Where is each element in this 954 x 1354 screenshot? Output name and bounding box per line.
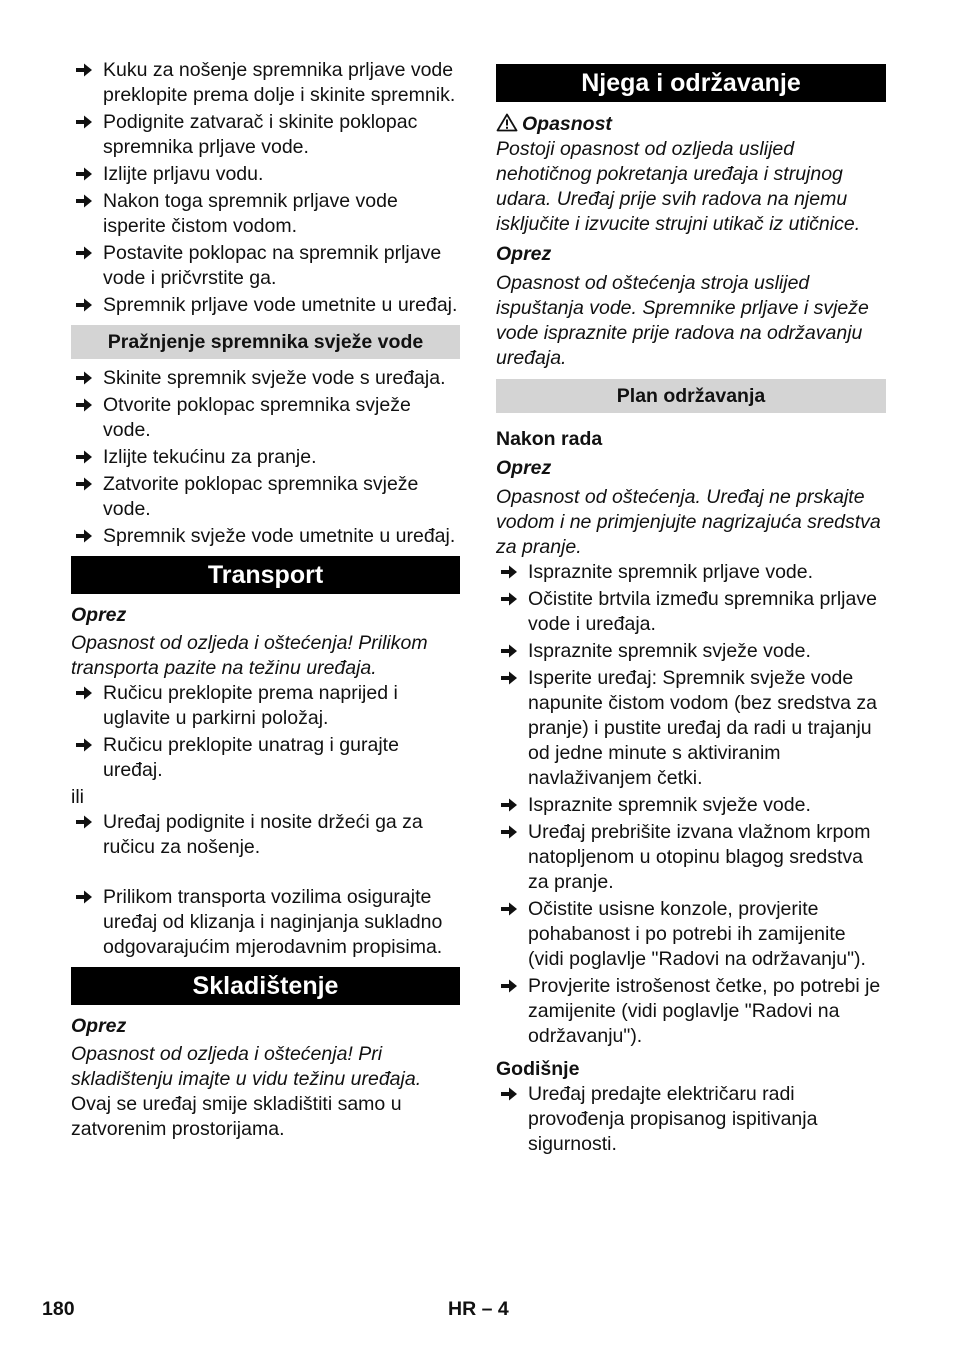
list-item-text: Uređaj prebrišite izvana vlažnom krpom natopljenom u otopinu blagog sredstva za pranje. bbox=[528, 821, 871, 893]
list-item-text: Kuku za nošenje spremnika prljave vode preklopite prema dolje i skinite spremnik. bbox=[103, 59, 456, 106]
list-item-text: Očistite brtvila između spremnika prljave vode i uređaja. bbox=[528, 588, 877, 635]
after-work-caution-text: Opasnost od oštećenja. Uređaj ne prskajte vodom i ne primjenjujte nagrizajuća sredstva za pranje. bbox=[496, 486, 881, 558]
list-item bbox=[496, 820, 886, 895]
caution-text: Opasnost od oštećenja stroja uslijed ispuštanja vode. Spremnike prljave i svježe vode ispraznite prije radova na održavanju uređaja. bbox=[496, 272, 869, 369]
list-item-text: Spremnik svježe vode umetnite u uređaj. bbox=[103, 525, 456, 547]
arrow-right-icon bbox=[75, 113, 93, 131]
list-item bbox=[71, 110, 460, 160]
list-item bbox=[496, 1082, 886, 1157]
language-page-label: HR – 4 bbox=[448, 1298, 509, 1320]
arrow-right-icon bbox=[500, 823, 518, 841]
transport-caution-label: Oprez bbox=[71, 604, 127, 626]
list-item-text: Provjerite istrošenost četke, po potrebi je zamijenite (vidi poglavlje "Radovi na održavanju"). bbox=[528, 975, 881, 1047]
arrow-right-icon bbox=[75, 448, 93, 466]
list-item bbox=[496, 666, 886, 791]
page-number: 180 bbox=[42, 1298, 75, 1320]
arrow-right-icon bbox=[75, 813, 93, 831]
list-item bbox=[71, 472, 460, 522]
yearly-label: Godišnje bbox=[496, 1058, 580, 1080]
arrow-right-icon bbox=[75, 475, 93, 493]
caution-label: Oprez bbox=[496, 243, 552, 265]
storage-caution-label: Oprez bbox=[71, 1015, 127, 1037]
after-work-label: Nakon rada bbox=[496, 428, 603, 450]
storage-text: Ovaj se uređaj smije skladištiti samo u zatvorenim prostorijama. bbox=[71, 1093, 402, 1140]
arrow-right-icon bbox=[500, 977, 518, 995]
transport-caution-text: Opasnost od ozljeda i oštećenja! Prilikom transporta pazite na težinu uređaja. bbox=[71, 632, 428, 679]
maintenance-plan-heading: Plan održavanja bbox=[496, 379, 886, 413]
after-work-caution-label: Oprez bbox=[496, 457, 552, 479]
arrow-right-icon bbox=[500, 796, 518, 814]
list-item-text: Ispraznite spremnik svježe vode. bbox=[528, 640, 811, 662]
arrow-right-icon bbox=[75, 396, 93, 414]
arrow-right-icon bbox=[500, 590, 518, 608]
list-item-text: Uređaj podignite i nosite držeći ga za ručicu za nošenje. bbox=[103, 811, 423, 858]
list-item bbox=[71, 885, 460, 960]
storage-caution-text: Opasnost od ozljeda i oštećenja! Pri skladištenju imajte u vidu težinu uređaja. bbox=[71, 1043, 422, 1090]
list-item-text: Nakon toga spremnik prljave vode isperite čistom vodom. bbox=[103, 190, 398, 237]
arrow-right-icon bbox=[500, 1085, 518, 1103]
arrow-right-icon bbox=[75, 736, 93, 754]
arrow-right-icon bbox=[75, 369, 93, 387]
list-item-text: Prilikom transporta vozilima osigurajte uređaj od klizanja i naginjanja sukladno odgovarajućim mjerodavnim propisima. bbox=[103, 886, 443, 958]
intro-bullet-list bbox=[71, 58, 460, 318]
list-item bbox=[71, 293, 460, 318]
list-item bbox=[496, 897, 886, 972]
list-item bbox=[496, 639, 886, 664]
yearly-bullet-list bbox=[496, 1082, 886, 1157]
arrow-right-icon bbox=[75, 296, 93, 314]
list-item bbox=[496, 793, 886, 818]
list-item-text: Zatvorite poklopac spremnika svježe vode. bbox=[103, 473, 419, 520]
list-item-text: Isperite uređaj: Spremnik svježe vode napunite čistom vodom (bez sredstva za pranje) i pustite uređaj da radi u trajanju od jedne minute s aktiviranim navlaživanjem četki. bbox=[528, 667, 878, 789]
list-item-text: Spremnik prljave vode umetnite u uređaj. bbox=[103, 294, 458, 316]
warning-triangle-icon bbox=[496, 113, 518, 132]
arrow-right-icon bbox=[500, 563, 518, 581]
arrow-right-icon bbox=[75, 244, 93, 262]
transport-bullet-list-a bbox=[71, 681, 460, 783]
arrow-right-icon bbox=[75, 527, 93, 545]
transport-bullet-list-b bbox=[71, 810, 460, 860]
list-item-text: Izlijte prljavu vodu. bbox=[103, 163, 264, 185]
list-item-text: Ručicu preklopite unatrag i gurajte uređaj. bbox=[103, 734, 399, 781]
list-item bbox=[71, 681, 460, 731]
arrow-right-icon bbox=[75, 61, 93, 79]
list-item bbox=[71, 241, 460, 291]
after-work-bullet-list bbox=[496, 560, 886, 1049]
list-item bbox=[496, 587, 886, 637]
list-item bbox=[71, 58, 460, 108]
list-item bbox=[71, 162, 460, 187]
transport-heading: Transport bbox=[71, 556, 460, 594]
list-item bbox=[71, 445, 460, 470]
arrow-right-icon bbox=[500, 669, 518, 687]
list-item-text: Očistite usisne konzole, provjerite pohabanost i po potrebi ih zamijenite (vidi poglavlje "Radovi na održavanju"). bbox=[528, 898, 866, 970]
left-column bbox=[71, 58, 460, 1142]
arrow-right-icon bbox=[75, 165, 93, 183]
list-item-text: Ručicu preklopite prema naprijed i uglavite u parkirni položaj. bbox=[103, 682, 398, 729]
danger-text: Postoji opasnost od ozljeda uslijed nehotičnog pokretanja uređaja i strujnog udara. Uređaj prije svih radova na njemu isključite i izvucite strujni utikač iz utičnice. bbox=[496, 138, 861, 235]
list-item-text: Otvorite poklopac spremnika svježe vode. bbox=[103, 394, 411, 441]
danger-label: Opasnost bbox=[522, 113, 612, 135]
transport-bullet-list-c bbox=[71, 885, 460, 960]
danger-label-row bbox=[496, 112, 886, 137]
care-maintenance-heading: Njega i održavanje bbox=[496, 64, 886, 102]
list-item-text: Ispraznite spremnik prljave vode. bbox=[528, 561, 814, 583]
list-item-text: Skinite spremnik svježe vode s uređaja. bbox=[103, 367, 446, 389]
list-item bbox=[71, 393, 460, 443]
list-item bbox=[71, 366, 460, 391]
list-item-text: Postavite poklopac na spremnik prljave vode i pričvrstite ga. bbox=[103, 242, 442, 289]
list-item-text: Uređaj predajte električaru radi provođenja propisanog ispitivanja sigurnosti. bbox=[528, 1083, 818, 1155]
arrow-right-icon bbox=[75, 888, 93, 906]
arrow-right-icon bbox=[500, 900, 518, 918]
list-item bbox=[496, 974, 886, 1049]
list-item-text: Podignite zatvarač i skinite poklopac spremnika prljave vode. bbox=[103, 111, 418, 158]
arrow-right-icon bbox=[75, 684, 93, 702]
arrow-right-icon bbox=[75, 192, 93, 210]
list-item bbox=[496, 560, 886, 585]
list-item bbox=[71, 810, 460, 860]
fresh-water-bullet-list bbox=[71, 366, 460, 549]
fresh-water-heading: Pražnjenje spremnika svježe vode bbox=[71, 325, 460, 359]
list-item-text: Izlijte tekućinu za pranje. bbox=[103, 446, 317, 468]
right-column bbox=[496, 58, 886, 1159]
list-item-text: Ispraznite spremnik svježe vode. bbox=[528, 794, 811, 816]
storage-heading: Skladištenje bbox=[71, 967, 460, 1005]
arrow-right-icon bbox=[500, 642, 518, 660]
list-item bbox=[71, 524, 460, 549]
or-text: ili bbox=[71, 786, 84, 808]
list-item bbox=[71, 189, 460, 239]
list-item bbox=[71, 733, 460, 783]
